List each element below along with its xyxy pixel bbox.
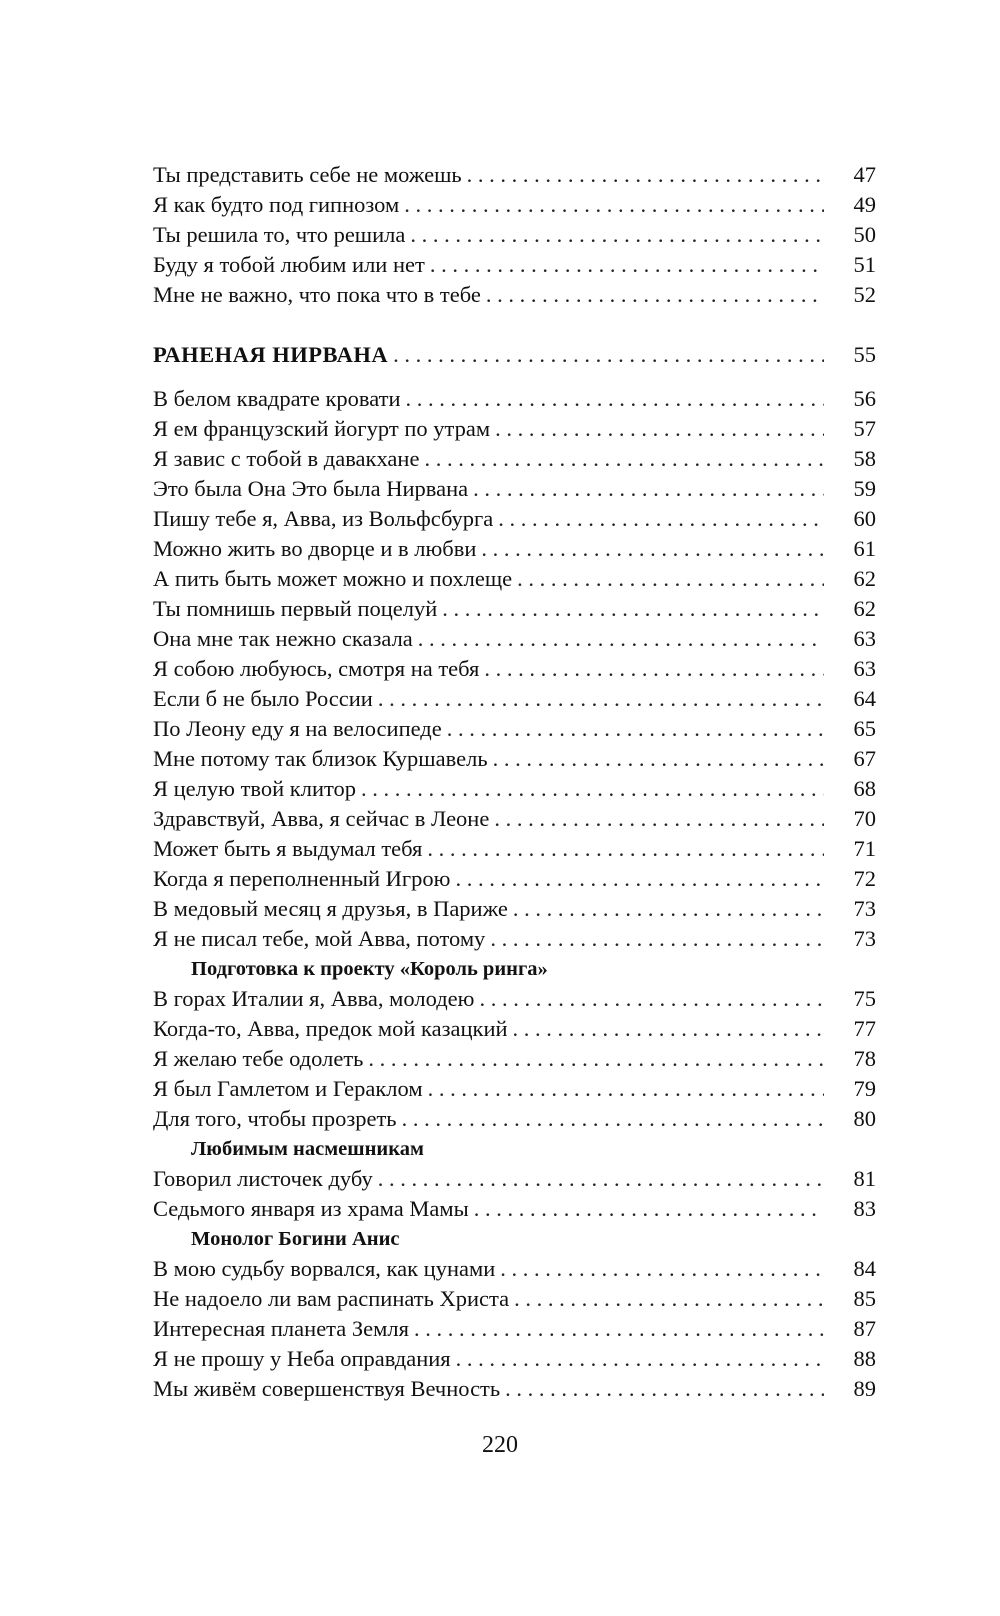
toc-entry-page: 77	[853, 1016, 876, 1041]
toc-entry-title: Я собою любуюсь, смотря на тебя	[153, 656, 480, 681]
toc-entry	[153, 1194, 876, 1224]
toc-section-heading	[153, 340, 876, 370]
toc-entry	[153, 384, 876, 414]
toc-entry-title: Ты помнишь первый поцелуй	[153, 596, 438, 621]
toc-entry-page: 72	[853, 866, 876, 891]
toc-entry-title: Интересная планета Земля	[153, 1316, 409, 1341]
toc-entry	[153, 504, 876, 534]
dot-leader	[404, 190, 824, 220]
dot-leader	[473, 474, 824, 504]
toc-entry-page: 68	[853, 776, 876, 801]
dot-leader	[418, 624, 824, 654]
toc-entry-page: 63	[853, 656, 876, 681]
dot-leader	[414, 1314, 824, 1344]
toc-entry	[153, 280, 876, 310]
dot-leader	[490, 924, 824, 954]
dot-leader	[455, 864, 824, 894]
toc-entry	[153, 1254, 876, 1284]
toc-entry-title: Это была Она Это была Нирвана	[153, 476, 469, 501]
toc-entry-page: 59	[853, 476, 876, 501]
dot-leader	[505, 1374, 824, 1404]
dot-leader	[378, 1164, 824, 1194]
toc-entry	[153, 220, 876, 250]
toc-entry	[153, 1074, 876, 1104]
toc-entry-title: В белом квадрате кровати	[153, 386, 401, 411]
toc-entry	[153, 624, 876, 654]
dot-leader	[410, 220, 824, 250]
dot-leader	[484, 654, 824, 684]
dot-leader	[430, 250, 824, 280]
toc-entry-title: Я не писал тебе, мой Авва, потому	[153, 926, 486, 951]
toc-entry-page: 89	[853, 1376, 876, 1401]
toc-entry-page: 47	[853, 162, 876, 187]
toc-entry-title: Здравствуй, Авва, я сейчас в Леоне	[153, 806, 490, 831]
toc-entry-page: 50	[853, 222, 876, 247]
dot-leader	[442, 594, 824, 624]
dot-leader	[428, 1074, 824, 1104]
toc-entry	[153, 804, 876, 834]
toc-entry	[153, 1314, 876, 1344]
dot-leader	[361, 774, 824, 804]
toc-entry-title: Я не прошу у Неба оправдания	[153, 1346, 451, 1371]
dot-leader	[486, 280, 824, 310]
toc-entry-title: Когда-то, Авва, предок мой казацкий	[153, 1016, 508, 1041]
toc-entry	[153, 984, 876, 1014]
toc-entry-page: 63	[853, 626, 876, 651]
toc-entry-title: Буду я тобой любим или нет	[153, 252, 425, 277]
toc-entry-page: 49	[853, 192, 876, 217]
toc-entry	[153, 250, 876, 280]
toc-entry-title: Пишу тебе я, Авва, из Вольфсбурга	[153, 506, 494, 531]
toc-entry-title: Когда я переполненный Игрою	[153, 866, 451, 891]
toc-entry	[153, 1284, 876, 1314]
toc-entry-title: Я был Гамлетом и Гераклом	[153, 1076, 423, 1101]
dot-leader	[427, 834, 824, 864]
dot-leader	[493, 744, 824, 774]
toc-entry	[153, 774, 876, 804]
toc-entry	[153, 444, 876, 474]
toc-entry-title: РАНЕНАЯ НИРВАНА	[153, 342, 389, 367]
dot-leader	[513, 1014, 824, 1044]
toc-entry	[153, 1164, 876, 1194]
toc-entry-page: 57	[853, 416, 876, 441]
toc-entry-page: 62	[853, 596, 876, 621]
toc-entry-title: Я целую твой клитор	[153, 776, 357, 801]
dot-leader	[467, 160, 824, 190]
page-number: 220	[482, 1432, 518, 1458]
toc-entry-title: В медовый месяц я друзья, в Париже	[153, 896, 508, 921]
dot-leader	[517, 564, 824, 594]
dot-leader	[368, 1044, 824, 1074]
toc-entry-page: 51	[853, 252, 876, 277]
toc-entry-page: 56	[853, 386, 876, 411]
toc-entry-page: 80	[853, 1106, 876, 1131]
toc-entry-page: 61	[853, 536, 876, 561]
toc-entry-page: 88	[853, 1346, 876, 1371]
toc-subheading: Любимым насмешникам	[191, 1138, 424, 1160]
toc-entry	[153, 190, 876, 220]
toc-entry-page: 67	[853, 746, 876, 771]
toc-entry-title: Я ем французский йогурт по утрам	[153, 416, 491, 441]
dot-leader	[495, 414, 824, 444]
toc-entry-page: 73	[853, 926, 876, 951]
toc-entry	[153, 714, 876, 744]
toc-entry	[153, 864, 876, 894]
toc-entry	[153, 160, 876, 190]
toc-entry-title: Я желаю тебе одолеть	[153, 1046, 364, 1071]
toc-entry-page: 70	[853, 806, 876, 831]
toc-entry-page: 65	[853, 716, 876, 741]
toc-entry-page: 84	[853, 1256, 876, 1281]
toc-entry	[153, 1344, 876, 1374]
dot-leader	[456, 1344, 824, 1374]
toc-entry-page: 78	[853, 1046, 876, 1071]
toc-entry	[153, 894, 876, 924]
toc-entry-page: 73	[853, 896, 876, 921]
toc-entry-page: 71	[853, 836, 876, 861]
toc-entry-title: Для того, чтобы прозреть	[153, 1106, 397, 1131]
toc-entry	[153, 744, 876, 774]
toc-entry-title: А пить быть может можно и похлеще	[153, 566, 513, 591]
toc-entry-title: Если б не было России	[153, 686, 373, 711]
toc-entry-page: 87	[853, 1316, 876, 1341]
dot-leader	[500, 1254, 824, 1284]
toc-entry-title: В горах Италии я, Авва, молодею	[153, 986, 475, 1011]
toc-entry-page: 64	[853, 686, 876, 711]
dot-leader	[406, 384, 824, 414]
toc-entry	[153, 1374, 876, 1404]
toc-entry	[153, 1104, 876, 1134]
toc-entry-title: Она мне так нежно сказала	[153, 626, 413, 651]
toc-entry	[153, 924, 876, 954]
toc-subheading: Подготовка к проекту «Король ринга»	[191, 958, 548, 980]
dot-leader	[393, 340, 824, 370]
toc-entry-title: Мне потому так близок Куршавель	[153, 746, 488, 771]
toc-subheading: Монолог Богини Анис	[191, 1228, 400, 1250]
toc-entry	[153, 474, 876, 504]
toc-entry	[153, 534, 876, 564]
dot-leader	[402, 1104, 824, 1134]
dot-leader	[514, 1284, 824, 1314]
toc-entry	[153, 414, 876, 444]
toc-entry-title: По Леону еду я на велосипеде	[153, 716, 442, 741]
toc-entry-title: Ты решила то, что решила	[153, 222, 406, 247]
toc-entry	[153, 684, 876, 714]
toc-entry	[153, 594, 876, 624]
toc-entry	[153, 1044, 876, 1074]
toc-entry	[153, 834, 876, 864]
toc-entry-page: 85	[853, 1286, 876, 1311]
toc-entry-title: В мою судьбу ворвался, как цунами	[153, 1256, 496, 1281]
toc-entry-page: 58	[853, 446, 876, 471]
toc-entry	[153, 564, 876, 594]
toc-entry-page: 55	[853, 342, 876, 367]
toc-entry-page: 60	[853, 506, 876, 531]
toc-entry-title: Мне не важно, что пока что в тебе	[153, 282, 481, 307]
toc-entry-title: Я завис с тобой в давакхане	[153, 446, 420, 471]
toc-entry-title: Может быть я выдумал тебя	[153, 836, 423, 861]
dot-leader	[513, 894, 824, 924]
dot-leader	[378, 684, 824, 714]
toc-entry-title: Можно жить во дворце и в любви	[153, 536, 477, 561]
toc-entry-title: Ты представить себе не можешь	[153, 162, 462, 187]
toc-entry	[153, 1014, 876, 1044]
dot-leader	[498, 504, 824, 534]
dot-leader	[479, 984, 824, 1014]
dot-leader	[447, 714, 824, 744]
table-of-contents	[153, 160, 876, 1404]
toc-entry-title: Седьмого января из храма Мамы	[153, 1196, 469, 1221]
dot-leader	[424, 444, 824, 474]
toc-entry-page: 62	[853, 566, 876, 591]
toc-entry-page: 81	[853, 1166, 876, 1191]
dot-leader	[481, 534, 824, 564]
toc-entry-title: Говорил листочек дубу	[153, 1166, 373, 1191]
toc-entry-title: Мы живём совершенствуя Вечность	[153, 1376, 501, 1401]
toc-entry-page: 83	[853, 1196, 876, 1221]
toc-entry-title: Я как будто под гипнозом	[153, 192, 400, 217]
dot-leader	[474, 1194, 824, 1224]
toc-entry-title: Не надоело ли вам распинать Христа	[153, 1286, 510, 1311]
dot-leader	[494, 804, 824, 834]
toc-entry-page: 79	[853, 1076, 876, 1101]
toc-entry-page: 75	[853, 986, 876, 1011]
toc-entry-page: 52	[853, 282, 876, 307]
toc-entry	[153, 654, 876, 684]
